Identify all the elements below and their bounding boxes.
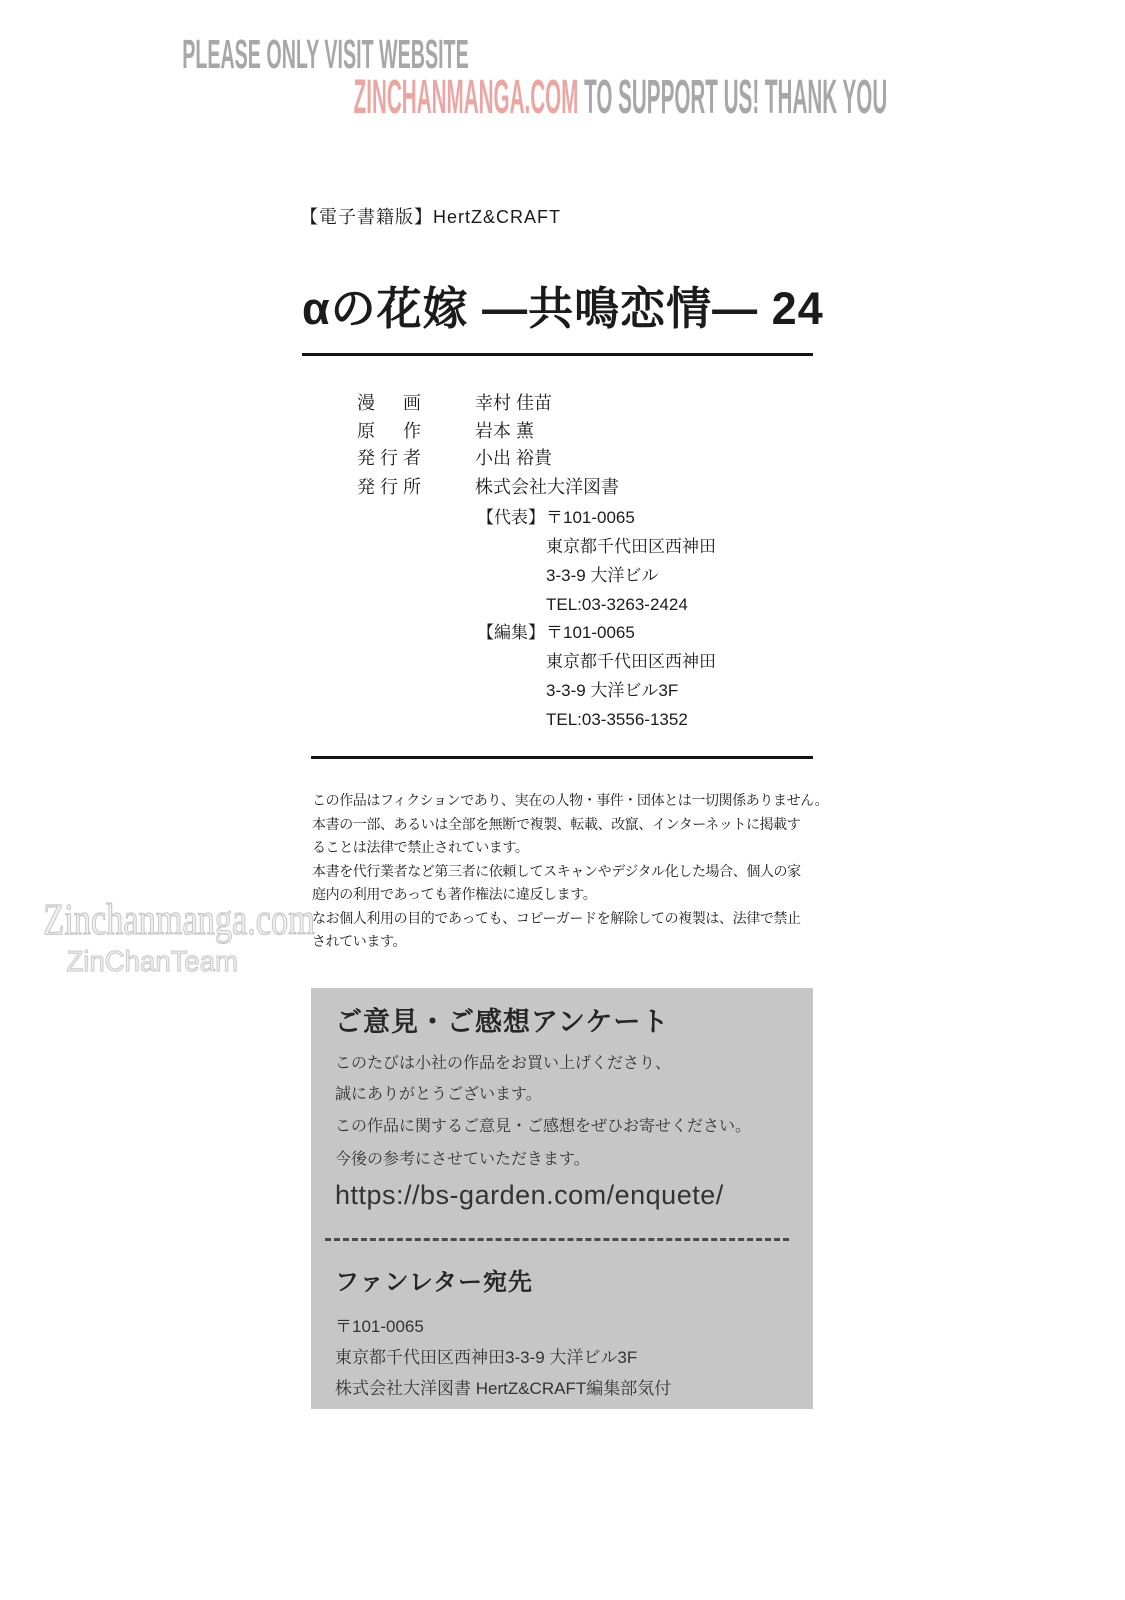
- legal-line: 本書の一部、あるいは全部を無断で複製、転載、改竄、インターネットに掲載す: [312, 815, 801, 832]
- address-line: TEL:03-3263-2424: [546, 595, 688, 614]
- credit-value: 岩本 薫: [475, 421, 535, 441]
- address-lines: [546, 503, 716, 619]
- dashed-divider: [325, 1238, 789, 1241]
- survey-body-line: この作品に関するご意見・ご感想をぜひお寄せください。: [335, 1118, 752, 1135]
- address-line: 〒101-0065: [546, 508, 635, 527]
- credit-row-publisher-company: [357, 475, 619, 499]
- legal-line: 庭内の利用であっても著作権法に違反します。: [312, 886, 597, 902]
- credit-value: 株式会社大洋図書: [475, 477, 619, 497]
- legal-line: ることは法律で禁止されています。: [312, 839, 529, 855]
- side-watermark-text: ZinChanTeam: [66, 946, 239, 978]
- watermark-line-2: [0, 71, 888, 124]
- legal-line: この作品はフィクションであり、実在の人物・事件・団体とは一切関係ありません。: [312, 792, 829, 808]
- watermark-text: PLEASE ONLY VISIT WEBSITE: [181, 31, 469, 77]
- credit-label: 原作: [357, 421, 421, 441]
- legal-divider: [311, 756, 813, 759]
- credit-row-original: [357, 419, 534, 443]
- watermark-domain: ZINCHANMANGA.COM: [353, 71, 579, 124]
- survey-url: https://bs-garden.com/enquete/: [335, 1180, 724, 1210]
- side-watermark-text: Zinchanmanga.com: [43, 895, 315, 944]
- address-line: 東京都千代田区西神田: [546, 537, 716, 556]
- fan-letter-line: 株式会社大洋図書 HertZ&CRAFT編集部気付: [335, 1379, 672, 1398]
- address-line: 3-3-9 大洋ビル: [546, 566, 659, 585]
- legal-text: [312, 789, 828, 954]
- survey-body-line: 今後の参考にさせていただきます。: [335, 1151, 590, 1168]
- watermark-text: [353, 71, 888, 124]
- credit-label: 漫画: [357, 393, 421, 413]
- legal-line: 本書を代行業者など第三者に依頼してスキャンやデジタル化した場合、個人の家: [312, 862, 801, 879]
- watermark-suffix: TO SUPPORT US! THANK YOU: [578, 71, 888, 124]
- legal-line: されています。: [312, 933, 407, 949]
- edition-label: 【電子書籍版】HertZ&CRAFT: [300, 207, 561, 227]
- watermark-line-1: [0, 31, 650, 77]
- survey-body-line: このたびは小社の作品をお買い上げくださり、: [335, 1055, 672, 1072]
- survey-title: ご意見・ご感想アンケート: [335, 1007, 670, 1037]
- book-title: αの花嫁 ―共鳴恋情― 24: [302, 283, 824, 334]
- fan-letter-line: 〒101-0065: [335, 1317, 424, 1336]
- credit-row-publisher-person: [357, 446, 552, 470]
- credit-label: 発行所: [357, 477, 421, 497]
- credit-label: 発行者: [357, 448, 421, 468]
- survey-box: [311, 988, 813, 1409]
- title-underline: [302, 353, 813, 356]
- fan-letter-title: ファンレター宛先: [335, 1269, 533, 1296]
- credit-value: 幸村 佳苗: [475, 393, 553, 413]
- legal-line: なお個人利用の目的であっても、コピーガードを解除しての複製は、法律で禁止: [312, 909, 801, 926]
- credit-value: 小出 裕貴: [475, 448, 553, 468]
- address-line: TEL:03-3556-1352: [546, 710, 688, 729]
- credit-row-manga: [357, 391, 552, 415]
- address-line: 〒101-0065: [546, 623, 635, 642]
- address-lines: [546, 618, 716, 734]
- address-tag: 【編集】: [477, 623, 545, 642]
- side-watermark-team: [5, 948, 300, 977]
- address-block-daihyou: [477, 503, 716, 619]
- side-watermark-domain: [5, 895, 315, 944]
- address-line: 東京都千代田区西神田: [546, 652, 716, 671]
- address-tag: 【代表】: [477, 508, 545, 527]
- fan-letter-line: 東京都千代田区西神田3-3-9 大洋ビル3F: [335, 1348, 638, 1367]
- address-line: 3-3-9 大洋ビル3F: [546, 681, 679, 700]
- survey-body-line: 誠にありがとうございます。: [335, 1086, 542, 1103]
- address-block-henshuu: [477, 618, 716, 734]
